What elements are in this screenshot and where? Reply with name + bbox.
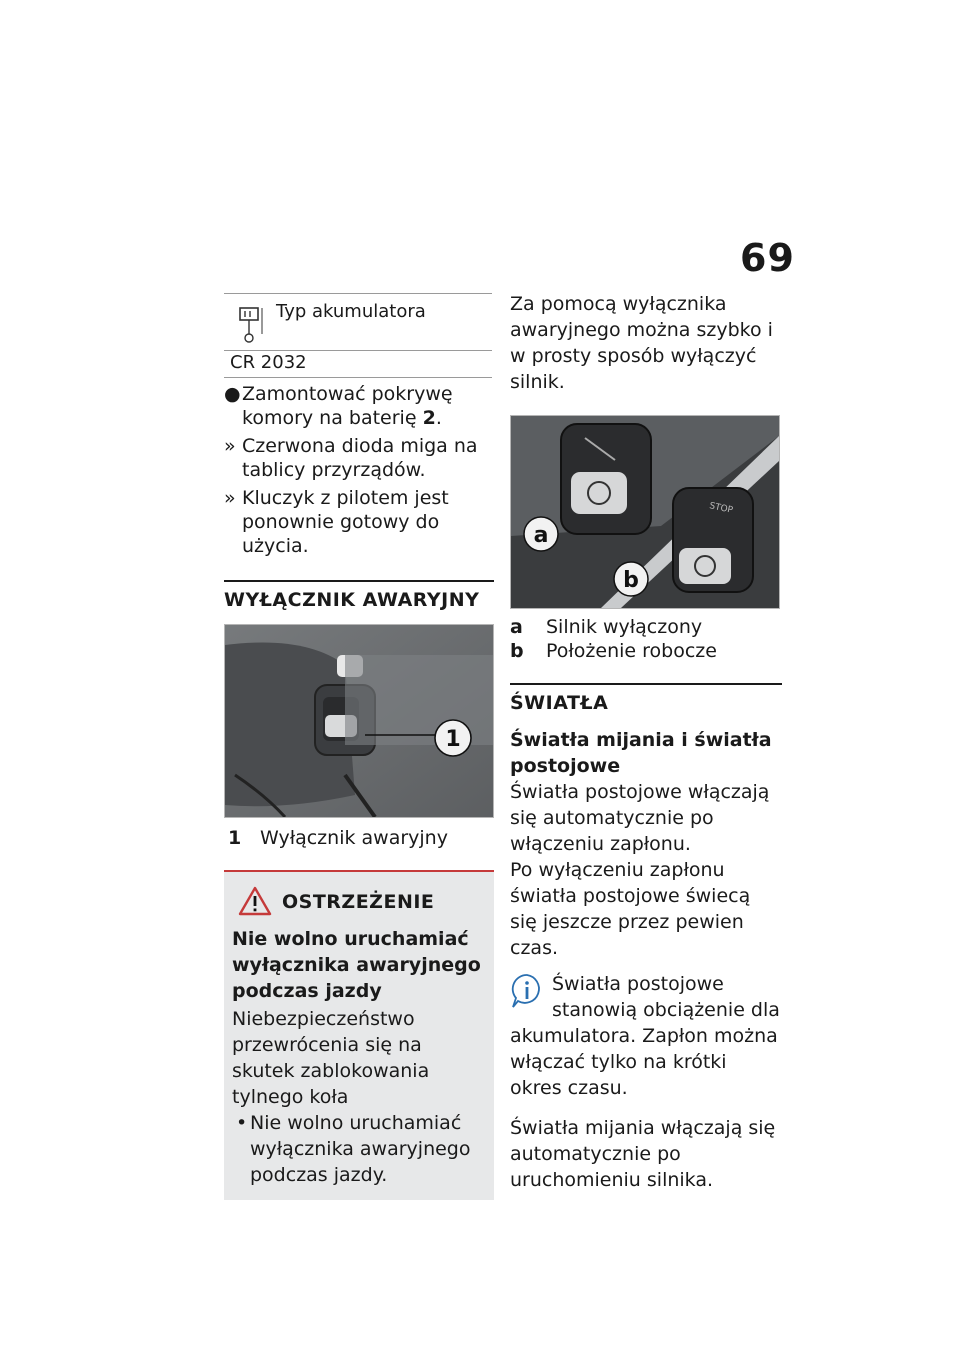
callout-b: b	[623, 568, 639, 593]
warning-body: Niebezpieczeństwo przewrócenia się na skutek zablokowania tylnego koła	[232, 1008, 430, 1108]
step-tail: .	[435, 407, 442, 429]
lights-paragraph-1: Światła postojowe włączają się automatycznie po włączeniu zapłonu.	[510, 781, 770, 855]
subheading-lights: Światła mijania i światła postojowe	[510, 729, 772, 777]
battery-type-value: CR 2032	[230, 352, 307, 373]
photo-caption	[510, 639, 782, 663]
callout-1: 1	[445, 727, 461, 752]
info-note	[510, 971, 782, 1101]
right-column	[510, 293, 782, 1193]
warning-bullet	[232, 1110, 486, 1188]
bullet-icon: •	[236, 1112, 248, 1134]
page-number: 69	[740, 236, 795, 280]
info-icon	[510, 973, 544, 1016]
section-heading-lights: ŚWIATŁA	[510, 683, 782, 715]
left-column	[224, 293, 494, 1200]
info-text: Światła postojowe stanowią obciążenie dla akumulatora. Zapłon można włączać tylko na krótki okres czasu.	[510, 973, 780, 1099]
battery-spec-table	[224, 293, 492, 378]
section-heading-kill-switch: WYŁĄCZNIK AWARYJNY	[224, 580, 494, 612]
intro-paragraph: Za pomocą wyłącznika awaryjnego można szybko i w prosty sposób wyłączyć silnik.	[510, 293, 773, 393]
callout-a: a	[533, 523, 549, 548]
photo-caption	[510, 615, 782, 639]
lights-paragraph-2: Po wyłączeniu zapłonu światła postojowe świecą się jeszcze przez pewien czas.	[510, 859, 751, 959]
warning-box	[224, 870, 494, 1200]
caption-key: 1	[228, 827, 242, 849]
kill-switch-positions-photo	[510, 415, 780, 609]
caption-key: a	[510, 616, 523, 638]
caption-text: Położenie robocze	[546, 640, 717, 662]
lights-paragraph-3: Światła mijania włączają się automatycznie po uruchomieniu silnika.	[510, 1117, 776, 1191]
caption-text: Wyłącznik awaryjny	[260, 827, 448, 849]
kill-switch-photo	[224, 624, 494, 818]
warning-title: OSTRZEŻENIE	[282, 891, 435, 913]
result-text: Czerwona dioda miga na tablicy przyrządów.	[242, 435, 478, 481]
result-item	[224, 434, 494, 482]
result-marker-icon: »	[224, 435, 236, 457]
warning-headline: Nie wolno uruchamiać wyłącznika awaryjnego podczas jazdy	[232, 928, 481, 1002]
result-item	[224, 486, 494, 558]
stop-text: STOP	[708, 501, 734, 516]
result-text: Kluczyk z pilotem jest ponownie gotowy do użycia.	[242, 487, 449, 557]
caption-key: b	[510, 640, 524, 662]
step-text: Zamontować pokrywę komory na baterię	[242, 383, 453, 429]
step-item	[224, 382, 494, 430]
step-ref-number: 2	[422, 407, 436, 429]
battery-type-label: Typ akumulatora	[276, 301, 426, 322]
battery-spec-header	[224, 294, 492, 351]
bullet-dot-icon: ●	[224, 383, 241, 405]
result-marker-icon: »	[224, 487, 236, 509]
caption-text: Silnik wyłączony	[546, 616, 703, 638]
warning-triangle-icon	[238, 886, 272, 922]
warning-bullet-text: Nie wolno uruchamiać wyłącznika awaryjnego podczas jazdy.	[250, 1112, 471, 1186]
battery-icon	[238, 304, 264, 350]
photo-caption	[224, 826, 494, 850]
